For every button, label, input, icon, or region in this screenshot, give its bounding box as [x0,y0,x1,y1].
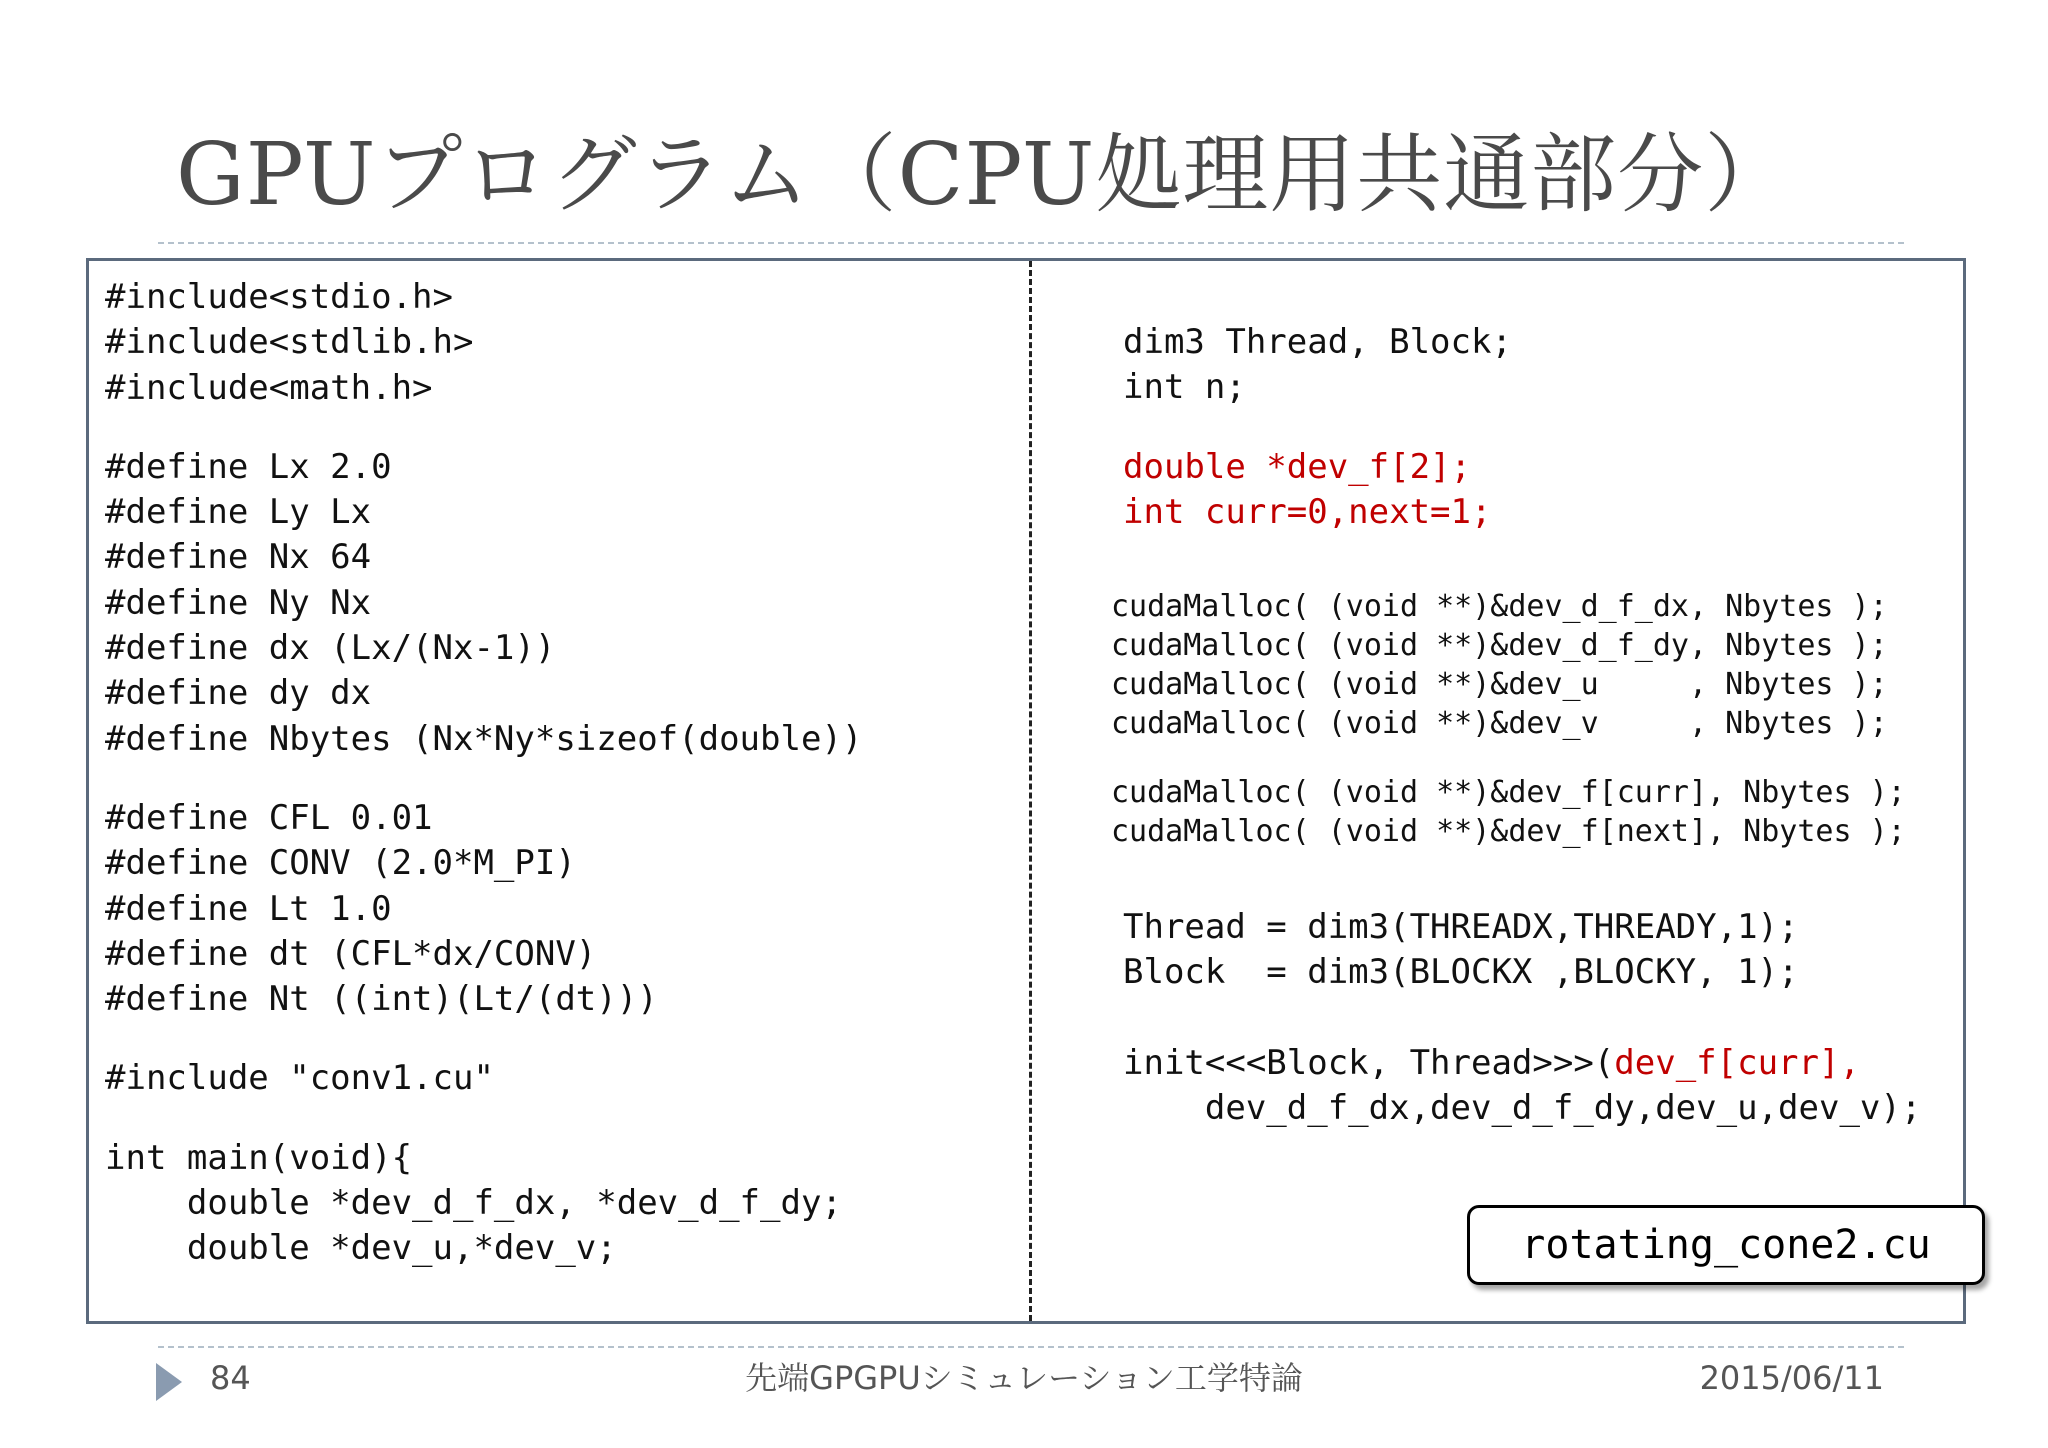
code-line: #define Nbytes (Nx*Ny*sizeof(double)) [105,718,863,759]
code-line: #include<stdlib.h> [105,322,474,363]
code-line [105,1022,862,1056]
code-line: double *dev_u,*dev_v; [105,1228,617,1269]
code-line: #define dx (Lx/(Nx-1)) [105,628,556,669]
code-line: Block = dim3(BLOCKX ,BLOCKY, 1); [1123,952,1799,993]
code-line: cudaMalloc( (void **)&dev_u , Nbytes ); [1111,667,1888,702]
code-block-left [105,275,862,1272]
code-line: #include "conv1.cu" [105,1058,494,1099]
code-line: Thread = dim3(THREADX,THREADY,1); [1123,907,1799,947]
code-line: #define Lx 2.0 [105,446,392,487]
code-line: int n; [1123,367,1246,408]
column-divider [1029,261,1032,1321]
filename-label: rotating_cone2.cu [1467,1205,1985,1285]
code-block-init [1123,1041,1921,1132]
code-line [1123,411,1512,445]
code-line: #include<math.h> [105,367,433,408]
code-line: cudaMalloc( (void **)&dev_v , Nbytes ); [1111,706,1888,741]
code-line: #define dy dx [105,673,372,714]
code-line: cudaMalloc( (void **)&dev_f[curr], Nbytes ); [1111,775,1906,810]
code-block-cudamalloc [1111,587,1906,851]
code-line: #define Ly Lx [105,492,372,533]
code-line: cudaMalloc( (void **)&dev_d_f_dy, Nbytes ); [1111,628,1888,663]
page-number: 84 [210,1359,251,1397]
code-line [105,1102,862,1136]
code-line: #define CFL 0.01 [105,797,433,838]
code-line: int curr=0,next=1; [1123,491,1492,532]
code-line: #include<stdio.h> [105,277,453,317]
code-line: cudaMalloc( (void **)&dev_f[next], Nbytes ); [1111,814,1906,849]
code-line: int main(void){ [105,1137,413,1178]
code-line: #define Lt 1.0 [105,888,392,929]
title-divider [158,242,1904,244]
code-line: #define CONV (2.0*M_PI) [105,843,576,884]
footer-divider [158,1346,1904,1348]
code-line [105,762,862,796]
slide-title: GPUプログラム（CPU処理用共通部分） [176,125,1792,225]
code-line: #define Nt ((int)(Lt/(dt))) [105,979,658,1020]
code-init-call: init<<<Block, Thread>>>( [1123,1043,1615,1083]
footer-title: 先端GPGPUシミュレーション工学特論 [745,1359,1303,1397]
code-line: dim3 Thread, Block; [1123,322,1512,362]
code-line: #define dt (CFL*dx/CONV) [105,933,597,974]
code-line: double *dev_d_f_dx, *dev_d_f_dy; [105,1183,842,1224]
footer-date: 2015/06/11 [1699,1359,1884,1397]
code-line [105,411,862,445]
code-init-highlight: dev_f[curr], [1614,1043,1860,1083]
code-line: cudaMalloc( (void **)&dev_d_f_dx, Nbytes ); [1111,589,1888,624]
code-line [1111,743,1906,773]
code-line [1123,1041,1921,1086]
code-panel [86,258,1966,1324]
code-block-declarations [1123,320,1512,535]
code-line: #define Nx 64 [105,537,372,578]
code-line: dev_d_f_dx,dev_d_f_dy,dev_u,dev_v); [1123,1088,1922,1129]
code-line: double *dev_f[2]; [1123,446,1471,487]
code-block-dims [1123,905,1799,996]
code-line: #define Ny Nx [105,582,372,623]
